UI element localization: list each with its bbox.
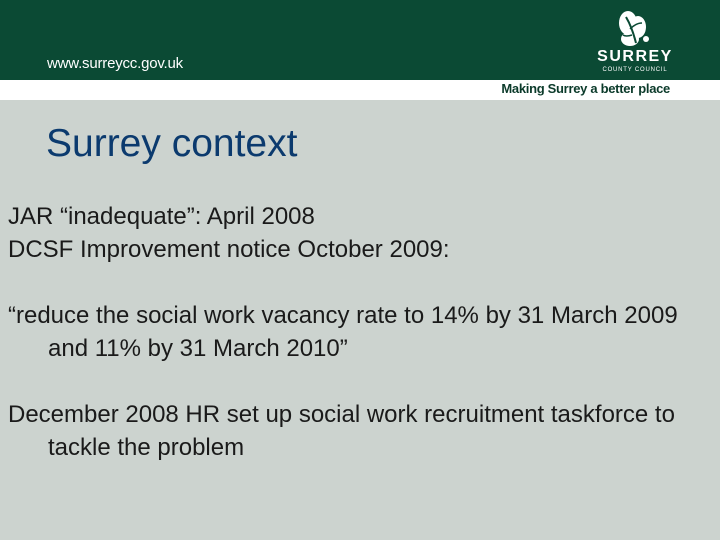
body-paragraph: December 2008 HR set up social work recruitment taskforce to tackle the problem <box>8 401 675 461</box>
logo-wordmark: SURREY <box>597 48 673 65</box>
tagline-bar <box>0 80 720 100</box>
logo-subtitle: COUNTY COUNCIL <box>602 67 668 73</box>
tagline: Making Surrey a better place <box>501 81 670 96</box>
website-url[interactable]: www.surreycc.gov.uk <box>47 55 183 72</box>
body-quote: “reduce the social work vacancy rate to 14% by 31 March 2009 and 11% by 31 March 2010” <box>8 302 678 362</box>
oak-leaf-icon <box>592 8 678 48</box>
body-paragraph: DCSF Improvement notice October 2009: <box>8 236 450 263</box>
body-paragraph: JAR “inadequate”: April 2008 <box>8 203 315 230</box>
slide-title: Surrey context <box>46 122 298 165</box>
surrey-logo <box>592 8 678 74</box>
header-bar <box>0 0 720 80</box>
slide-body <box>8 200 708 464</box>
